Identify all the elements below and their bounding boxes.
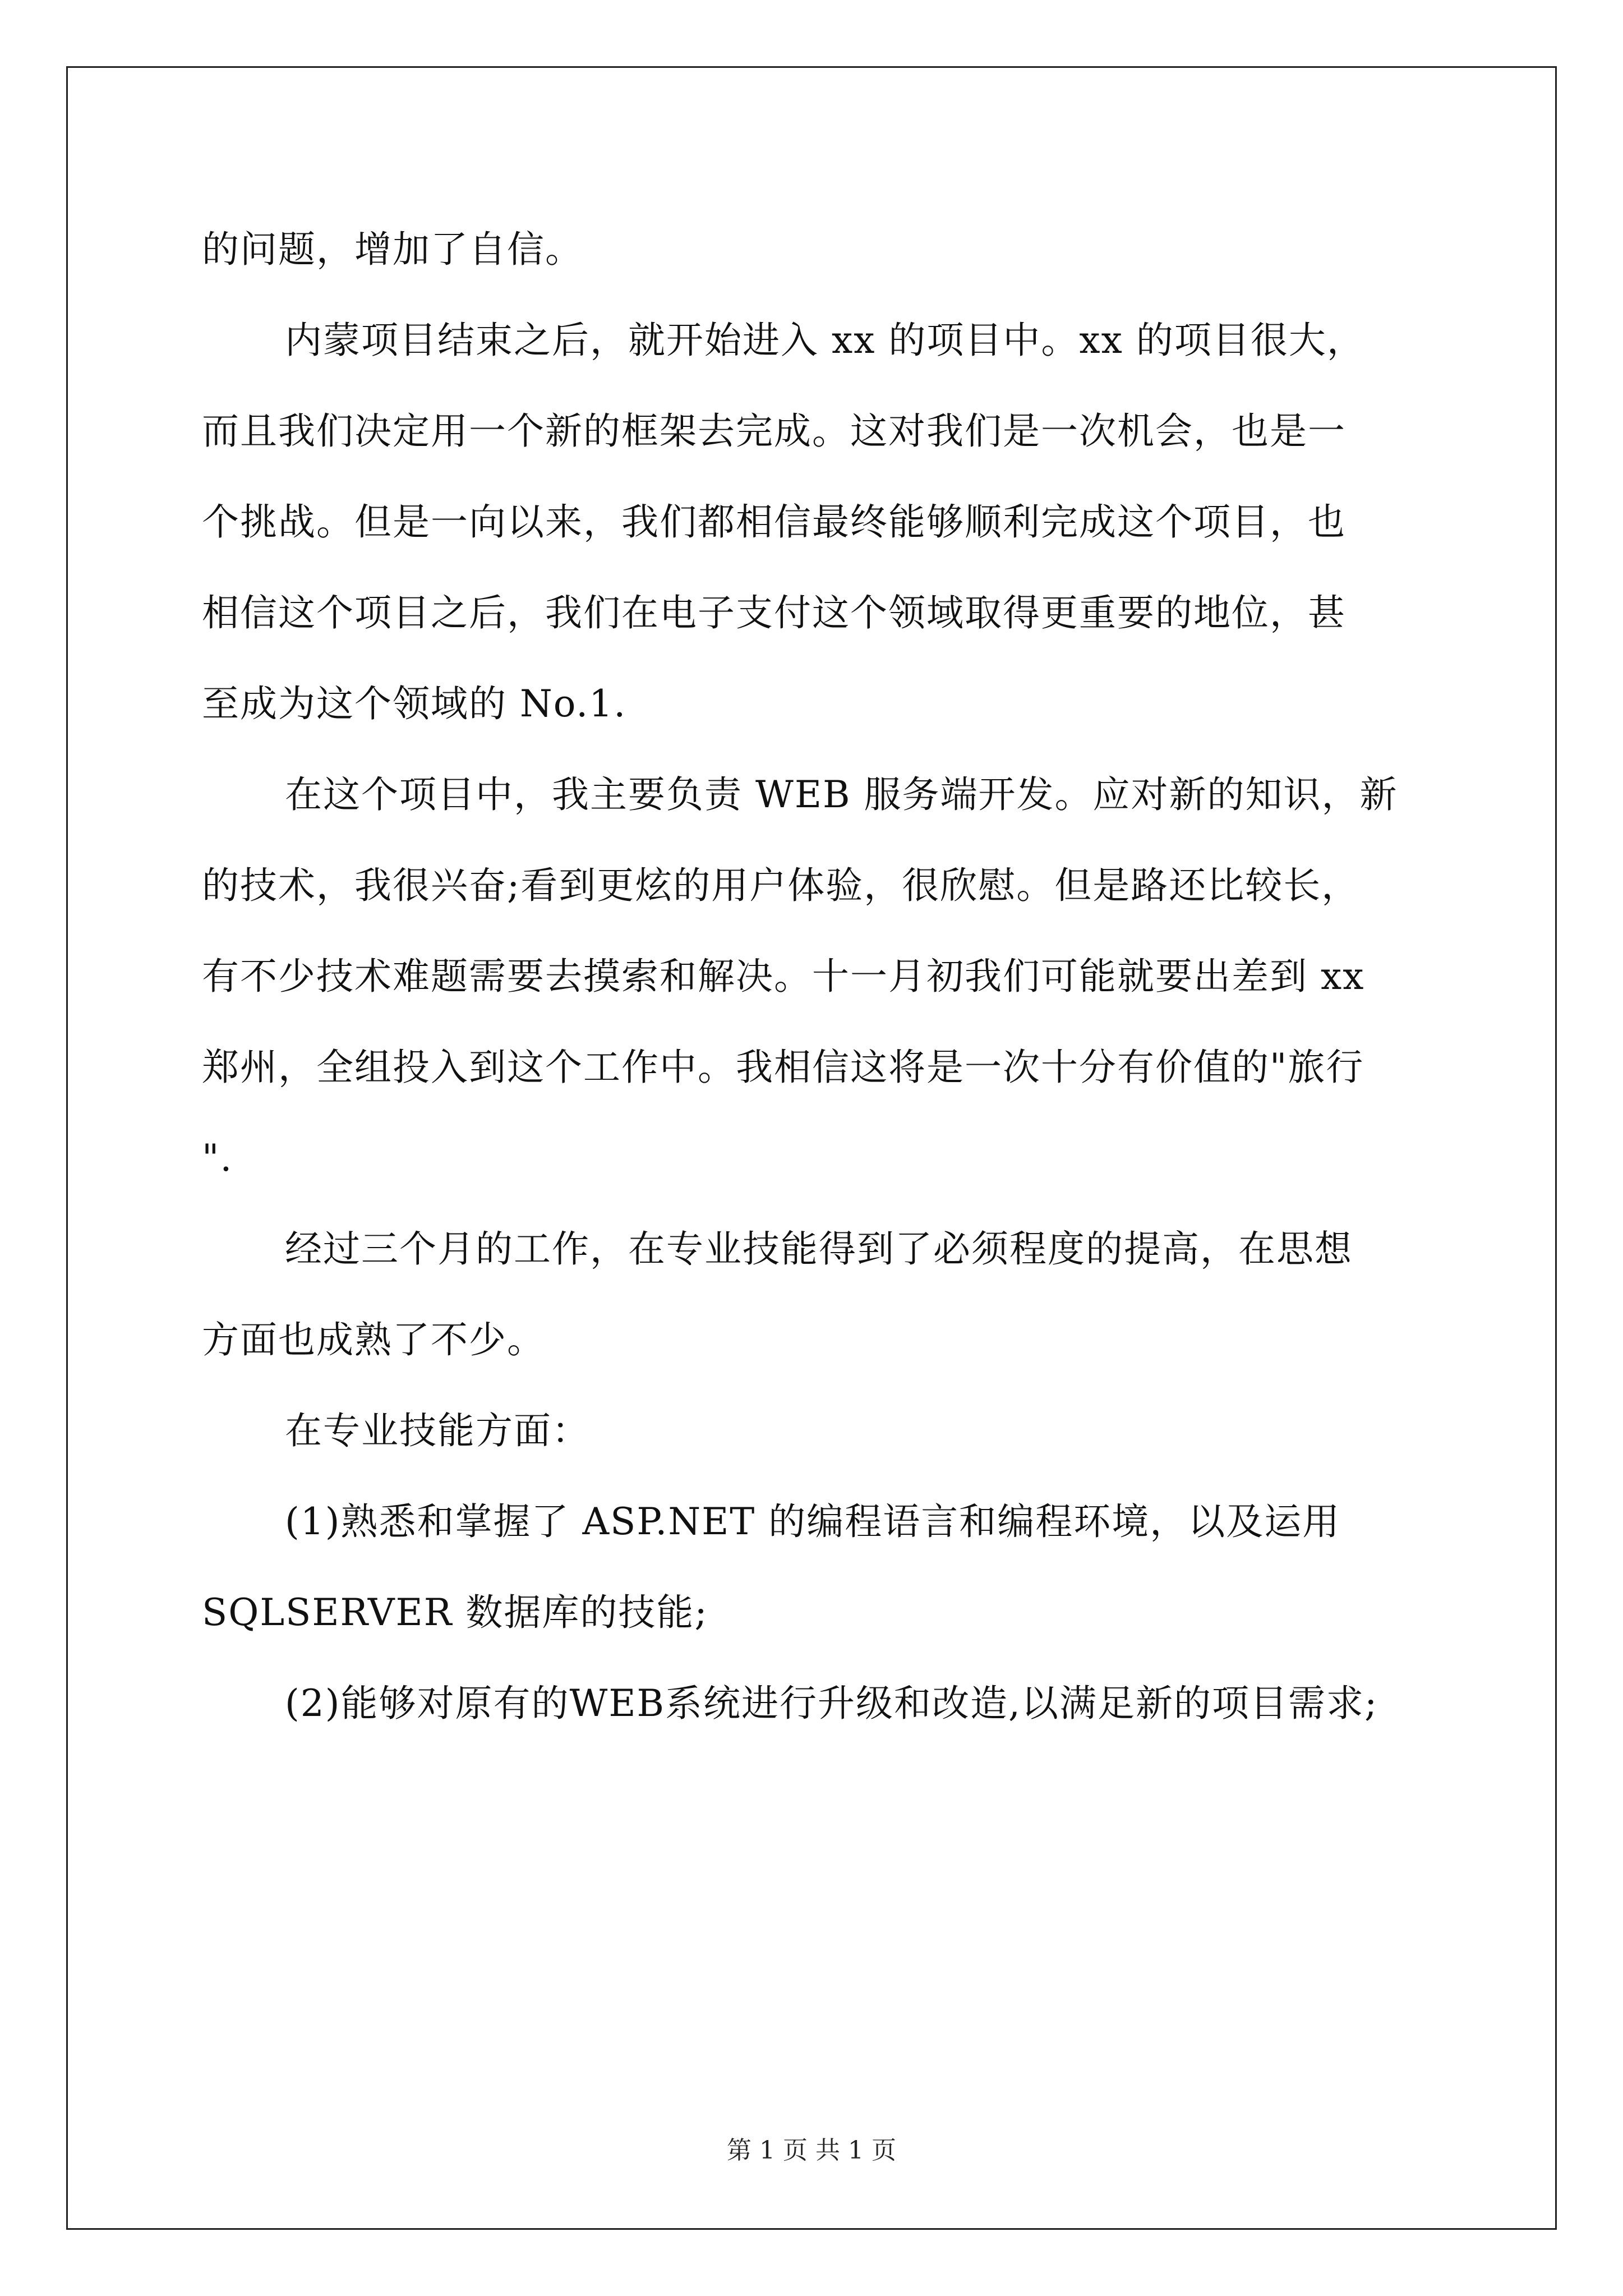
paragraph-line: (2)能够对原有的WEB系统进行升级和改造,以满足新的项目需求;	[285, 1682, 1378, 1725]
paragraph-line: 经过三个月的工作，在专业技能得到了必须程度的提高，在思想	[285, 1227, 1353, 1271]
paragraph-line: 内蒙项目结束之后，就开始进入 xx 的项目中。xx 的项目很大，	[285, 319, 1365, 362]
text-line: 至成为这个领域的 No.1.	[202, 682, 627, 725]
text-line: 方面也成熟了不少。	[202, 1318, 545, 1361]
text-line: 相信这个项目之后，我们在电子支付这个领域取得更重要的地位，甚	[202, 591, 1346, 634]
paragraph-line: 在这个项目中，我主要负责 WEB 服务端开发。应对新的知识，新	[285, 773, 1398, 816]
text-line: 个挑战。但是一向以来，我们都相信最终能够顺利完成这个项目，也	[202, 500, 1346, 544]
text-line: ".	[202, 1137, 233, 1180]
paragraph-line: (1)熟悉和掌握了 ASP.NET 的编程语言和编程环境，以及运用	[285, 1500, 1341, 1543]
page-footer: 第 1 页 共 1 页	[727, 2136, 896, 2165]
text-line: 郑州，全组投入到这个工作中。我相信这将是一次十分有价值的"旅行	[202, 1046, 1364, 1089]
text-line: 的技术，我很兴奋;看到更炫的用户体验，很欣慰。但是路还比较长，	[202, 864, 1360, 907]
text-line: 而且我们决定用一个新的框架去完成。这对我们是一次机会，也是一	[202, 409, 1346, 453]
page-border	[66, 66, 1557, 2230]
text-line: 的问题，增加了自信。	[202, 228, 583, 271]
text-line: 有不少技术难题需要去摸索和解决。十一月初我们可能就要出差到 xx	[202, 955, 1365, 998]
text-line: SQLSERVER 数据库的技能;	[202, 1591, 708, 1634]
paragraph-line: 在专业技能方面：	[285, 1409, 590, 1452]
